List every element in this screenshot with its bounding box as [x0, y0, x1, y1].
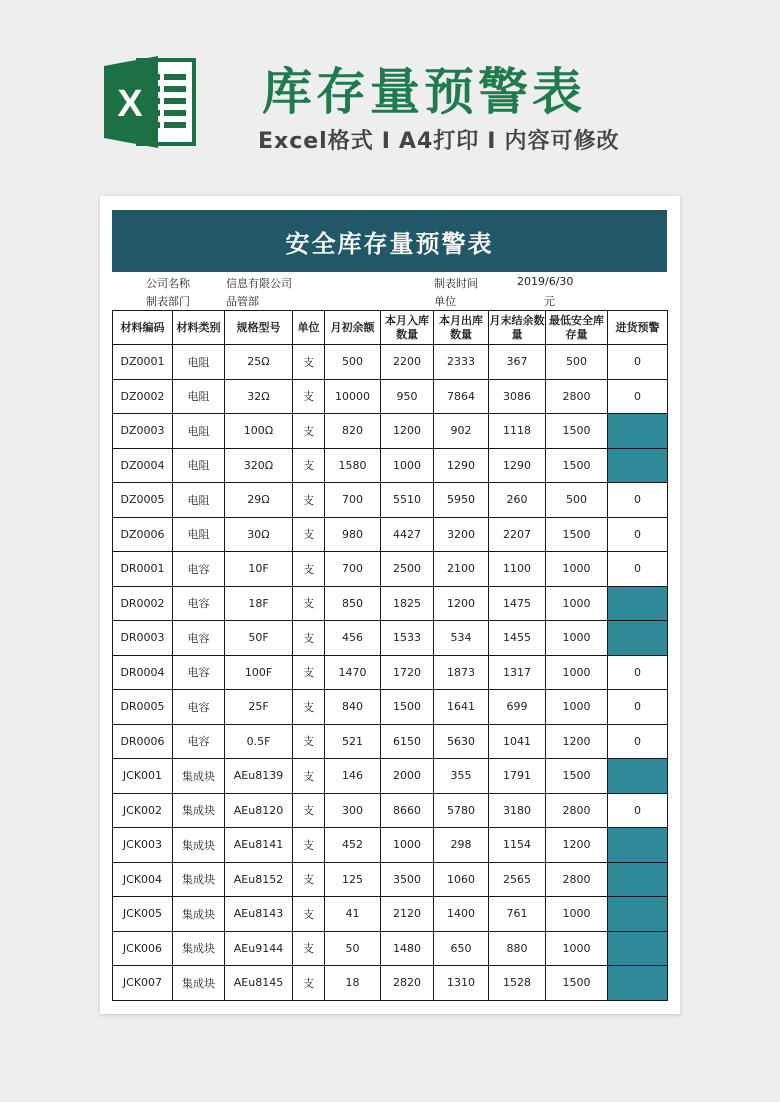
min-safe-stock-cell: 1000: [546, 552, 608, 587]
min-safe-stock-cell: 1500: [546, 414, 608, 449]
opening-balance-cell: 456: [325, 621, 381, 656]
outbound-qty-cell: 5950: [434, 483, 489, 518]
inbound-qty-cell: 6150: [381, 724, 434, 759]
header-cell: 进货预警: [608, 311, 668, 345]
inbound-qty-cell: 1825: [381, 586, 434, 621]
restock-alert-cell: [608, 448, 668, 483]
restock-alert-cell: 0: [608, 552, 668, 587]
outbound-qty-cell: 3200: [434, 517, 489, 552]
category-cell: 电阻: [173, 448, 225, 483]
header-cell: 材料编码: [113, 311, 173, 345]
unit-value: 元: [544, 295, 555, 308]
table-row: [113, 586, 668, 621]
table-row: [113, 759, 668, 794]
closing-qty-cell: 880: [489, 931, 546, 966]
unit-cell: 支: [293, 931, 325, 966]
min-safe-stock-cell: 2800: [546, 379, 608, 414]
category-cell: 电容: [173, 552, 225, 587]
table-row: [113, 966, 668, 1001]
closing-qty-cell: 3180: [489, 793, 546, 828]
unit-cell: 支: [293, 448, 325, 483]
opening-balance-cell: 840: [325, 690, 381, 725]
outbound-qty-cell: 1641: [434, 690, 489, 725]
material-code-cell: JCK005: [113, 897, 173, 932]
restock-alert-cell: 0: [608, 517, 668, 552]
closing-qty-cell: 1528: [489, 966, 546, 1001]
min-safe-stock-cell: 1000: [546, 586, 608, 621]
subtitle-print: A4打印: [398, 129, 480, 154]
outbound-qty-cell: 7864: [434, 379, 489, 414]
category-cell: 电容: [173, 621, 225, 656]
table-row: [113, 931, 668, 966]
opening-balance-cell: 1580: [325, 448, 381, 483]
outbound-qty-cell: 2333: [434, 345, 489, 380]
opening-balance-cell: 1470: [325, 655, 381, 690]
inbound-qty-cell: 1720: [381, 655, 434, 690]
inbound-qty-cell: 1533: [381, 621, 434, 656]
category-cell: 集成块: [173, 966, 225, 1001]
table-row: [113, 724, 668, 759]
spec-cell: 100F: [225, 655, 293, 690]
closing-qty-cell: 1041: [489, 724, 546, 759]
restock-alert-cell: 0: [608, 483, 668, 518]
document-page: [100, 196, 680, 1014]
spec-cell: 0.5F: [225, 724, 293, 759]
closing-qty-cell: 367: [489, 345, 546, 380]
spec-cell: 32Ω: [225, 379, 293, 414]
outbound-qty-cell: 1290: [434, 448, 489, 483]
restock-alert-cell: 0: [608, 379, 668, 414]
spec-cell: AEu9144: [225, 931, 293, 966]
header-cell: 月初余额: [325, 311, 381, 345]
subtitle-editable: 内容可修改: [504, 129, 620, 154]
min-safe-stock-cell: 1000: [546, 897, 608, 932]
material-code-cell: JCK003: [113, 828, 173, 863]
outbound-qty-cell: 1310: [434, 966, 489, 1001]
spec-cell: 29Ω: [225, 483, 293, 518]
material-code-cell: DZ0006: [113, 517, 173, 552]
unit-label: 单位: [434, 295, 456, 308]
spec-cell: 25Ω: [225, 345, 293, 380]
material-code-cell: DZ0001: [113, 345, 173, 380]
table-row: [113, 897, 668, 932]
unit-cell: 支: [293, 621, 325, 656]
inbound-qty-cell: 2820: [381, 966, 434, 1001]
material-code-cell: JCK006: [113, 931, 173, 966]
spec-cell: 18F: [225, 586, 293, 621]
spec-cell: 50F: [225, 621, 293, 656]
unit-cell: 支: [293, 379, 325, 414]
date-value: 2019/6/30: [517, 275, 574, 288]
outbound-qty-cell: 298: [434, 828, 489, 863]
spec-cell: 320Ω: [225, 448, 293, 483]
category-cell: 集成块: [173, 759, 225, 794]
min-safe-stock-cell: 2800: [546, 862, 608, 897]
unit-cell: 支: [293, 586, 325, 621]
unit-cell: 支: [293, 655, 325, 690]
spec-cell: 10F: [225, 552, 293, 587]
inbound-qty-cell: 1000: [381, 828, 434, 863]
header-cell: 规格型号: [225, 311, 293, 345]
excel-icon: [100, 52, 200, 152]
opening-balance-cell: 850: [325, 586, 381, 621]
inbound-qty-cell: 1000: [381, 448, 434, 483]
inbound-qty-cell: 8660: [381, 793, 434, 828]
min-safe-stock-cell: 1000: [546, 621, 608, 656]
closing-qty-cell: 260: [489, 483, 546, 518]
opening-balance-cell: 10000: [325, 379, 381, 414]
closing-qty-cell: 2565: [489, 862, 546, 897]
spec-cell: AEu8120: [225, 793, 293, 828]
spec-cell: 25F: [225, 690, 293, 725]
restock-alert-cell: [608, 966, 668, 1001]
outbound-qty-cell: 902: [434, 414, 489, 449]
header-cell: 单位: [293, 311, 325, 345]
header-cell: 本月出库数量: [434, 311, 489, 345]
company-label: 公司名称: [146, 277, 190, 290]
min-safe-stock-cell: 1500: [546, 448, 608, 483]
material-code-cell: DZ0004: [113, 448, 173, 483]
inbound-qty-cell: 1200: [381, 414, 434, 449]
unit-cell: 支: [293, 517, 325, 552]
inbound-qty-cell: 5510: [381, 483, 434, 518]
table-row: [113, 552, 668, 587]
restock-alert-cell: 0: [608, 724, 668, 759]
restock-alert-cell: 0: [608, 345, 668, 380]
category-cell: 集成块: [173, 931, 225, 966]
page-title: 库存量预警表: [262, 63, 586, 121]
material-code-cell: DR0004: [113, 655, 173, 690]
material-code-cell: DZ0002: [113, 379, 173, 414]
inbound-qty-cell: 2500: [381, 552, 434, 587]
closing-qty-cell: 2207: [489, 517, 546, 552]
restock-alert-cell: 0: [608, 793, 668, 828]
unit-cell: 支: [293, 828, 325, 863]
material-code-cell: DZ0003: [113, 414, 173, 449]
closing-qty-cell: 699: [489, 690, 546, 725]
table-row: [113, 793, 668, 828]
outbound-qty-cell: 5780: [434, 793, 489, 828]
outbound-qty-cell: 355: [434, 759, 489, 794]
category-cell: 电阻: [173, 483, 225, 518]
unit-cell: 支: [293, 690, 325, 725]
opening-balance-cell: 700: [325, 483, 381, 518]
inbound-qty-cell: 2000: [381, 759, 434, 794]
table-row: [113, 414, 668, 449]
category-cell: 电阻: [173, 414, 225, 449]
category-cell: 电容: [173, 724, 225, 759]
table-header-row: [113, 311, 668, 345]
table-row: [113, 828, 668, 863]
restock-alert-cell: [608, 621, 668, 656]
category-cell: 电阻: [173, 379, 225, 414]
table-row: [113, 345, 668, 380]
category-cell: 集成块: [173, 862, 225, 897]
outbound-qty-cell: 1400: [434, 897, 489, 932]
inventory-table: [112, 310, 668, 1001]
table-row: [113, 483, 668, 518]
category-cell: 集成块: [173, 897, 225, 932]
min-safe-stock-cell: 1500: [546, 966, 608, 1001]
closing-qty-cell: 1791: [489, 759, 546, 794]
subtitle-separator: I: [487, 129, 497, 154]
material-code-cell: DZ0005: [113, 483, 173, 518]
opening-balance-cell: 500: [325, 345, 381, 380]
table-row: [113, 448, 668, 483]
excel-logo-letter: X: [117, 83, 143, 125]
opening-balance-cell: 700: [325, 552, 381, 587]
unit-cell: 支: [293, 483, 325, 518]
unit-cell: 支: [293, 724, 325, 759]
closing-qty-cell: 1100: [489, 552, 546, 587]
table-row: [113, 379, 668, 414]
company-value: 信息有限公司: [226, 277, 292, 290]
spec-cell: AEu8152: [225, 862, 293, 897]
outbound-qty-cell: 1873: [434, 655, 489, 690]
material-code-cell: JCK004: [113, 862, 173, 897]
unit-cell: 支: [293, 414, 325, 449]
min-safe-stock-cell: 1000: [546, 931, 608, 966]
spec-cell: AEu8139: [225, 759, 293, 794]
date-label: 制表时间: [434, 277, 478, 290]
material-code-cell: DR0005: [113, 690, 173, 725]
min-safe-stock-cell: 1000: [546, 655, 608, 690]
min-safe-stock-cell: 1500: [546, 517, 608, 552]
opening-balance-cell: 18: [325, 966, 381, 1001]
outbound-qty-cell: 1060: [434, 862, 489, 897]
banner: [0, 0, 780, 190]
inbound-qty-cell: 4427: [381, 517, 434, 552]
opening-balance-cell: 300: [325, 793, 381, 828]
min-safe-stock-cell: 1000: [546, 690, 608, 725]
inbound-qty-cell: 2200: [381, 345, 434, 380]
restock-alert-cell: 0: [608, 655, 668, 690]
table-row: [113, 655, 668, 690]
opening-balance-cell: 820: [325, 414, 381, 449]
header-cell: 最低安全库存量: [546, 311, 608, 345]
table-row: [113, 621, 668, 656]
category-cell: 电容: [173, 586, 225, 621]
category-cell: 电容: [173, 690, 225, 725]
opening-balance-cell: 980: [325, 517, 381, 552]
material-code-cell: DR0001: [113, 552, 173, 587]
restock-alert-cell: 0: [608, 690, 668, 725]
closing-qty-cell: 1475: [489, 586, 546, 621]
opening-balance-cell: 41: [325, 897, 381, 932]
opening-balance-cell: 146: [325, 759, 381, 794]
closing-qty-cell: 1154: [489, 828, 546, 863]
closing-qty-cell: 1118: [489, 414, 546, 449]
restock-alert-cell: [608, 759, 668, 794]
restock-alert-cell: [608, 931, 668, 966]
material-code-cell: DR0006: [113, 724, 173, 759]
opening-balance-cell: 125: [325, 862, 381, 897]
restock-alert-cell: [608, 414, 668, 449]
subtitle-format: Excel格式: [258, 129, 374, 154]
outbound-qty-cell: 650: [434, 931, 489, 966]
page-subtitle: [258, 124, 619, 155]
material-code-cell: JCK007: [113, 966, 173, 1001]
department-label: 制表部门: [146, 295, 190, 308]
table-row: [113, 690, 668, 725]
unit-cell: 支: [293, 862, 325, 897]
unit-cell: 支: [293, 345, 325, 380]
category-cell: 电容: [173, 655, 225, 690]
inbound-qty-cell: 1500: [381, 690, 434, 725]
material-code-cell: JCK001: [113, 759, 173, 794]
inbound-qty-cell: 3500: [381, 862, 434, 897]
category-cell: 电阻: [173, 517, 225, 552]
min-safe-stock-cell: 1200: [546, 724, 608, 759]
restock-alert-cell: [608, 586, 668, 621]
header-cell: 月末结余数量: [489, 311, 546, 345]
spec-cell: AEu8141: [225, 828, 293, 863]
closing-qty-cell: 761: [489, 897, 546, 932]
closing-qty-cell: 3086: [489, 379, 546, 414]
inbound-qty-cell: 2120: [381, 897, 434, 932]
material-code-cell: DR0003: [113, 621, 173, 656]
closing-qty-cell: 1290: [489, 448, 546, 483]
unit-cell: 支: [293, 759, 325, 794]
table-row: [113, 862, 668, 897]
opening-balance-cell: 521: [325, 724, 381, 759]
opening-balance-cell: 452: [325, 828, 381, 863]
spec-cell: 100Ω: [225, 414, 293, 449]
outbound-qty-cell: 1200: [434, 586, 489, 621]
spec-cell: AEu8143: [225, 897, 293, 932]
min-safe-stock-cell: 1500: [546, 759, 608, 794]
category-cell: 集成块: [173, 793, 225, 828]
min-safe-stock-cell: 500: [546, 483, 608, 518]
outbound-qty-cell: 534: [434, 621, 489, 656]
table-row: [113, 517, 668, 552]
subtitle-separator: I: [381, 129, 391, 154]
unit-cell: 支: [293, 552, 325, 587]
restock-alert-cell: [608, 862, 668, 897]
header-cell: 本月入库数量: [381, 311, 434, 345]
spec-cell: 30Ω: [225, 517, 293, 552]
category-cell: 电阻: [173, 345, 225, 380]
outbound-qty-cell: 5630: [434, 724, 489, 759]
restock-alert-cell: [608, 897, 668, 932]
unit-cell: 支: [293, 793, 325, 828]
spec-cell: AEu8145: [225, 966, 293, 1001]
restock-alert-cell: [608, 828, 668, 863]
min-safe-stock-cell: 1200: [546, 828, 608, 863]
material-code-cell: DR0002: [113, 586, 173, 621]
inbound-qty-cell: 950: [381, 379, 434, 414]
closing-qty-cell: 1317: [489, 655, 546, 690]
closing-qty-cell: 1455: [489, 621, 546, 656]
min-safe-stock-cell: 2800: [546, 793, 608, 828]
inbound-qty-cell: 1480: [381, 931, 434, 966]
unit-cell: 支: [293, 966, 325, 1001]
outbound-qty-cell: 2100: [434, 552, 489, 587]
opening-balance-cell: 50: [325, 931, 381, 966]
department-value: 品管部: [226, 295, 259, 308]
material-code-cell: JCK002: [113, 793, 173, 828]
category-cell: 集成块: [173, 828, 225, 863]
document-title: 安全库存量预警表: [112, 210, 667, 272]
min-safe-stock-cell: 500: [546, 345, 608, 380]
header-cell: 材料类别: [173, 311, 225, 345]
unit-cell: 支: [293, 897, 325, 932]
